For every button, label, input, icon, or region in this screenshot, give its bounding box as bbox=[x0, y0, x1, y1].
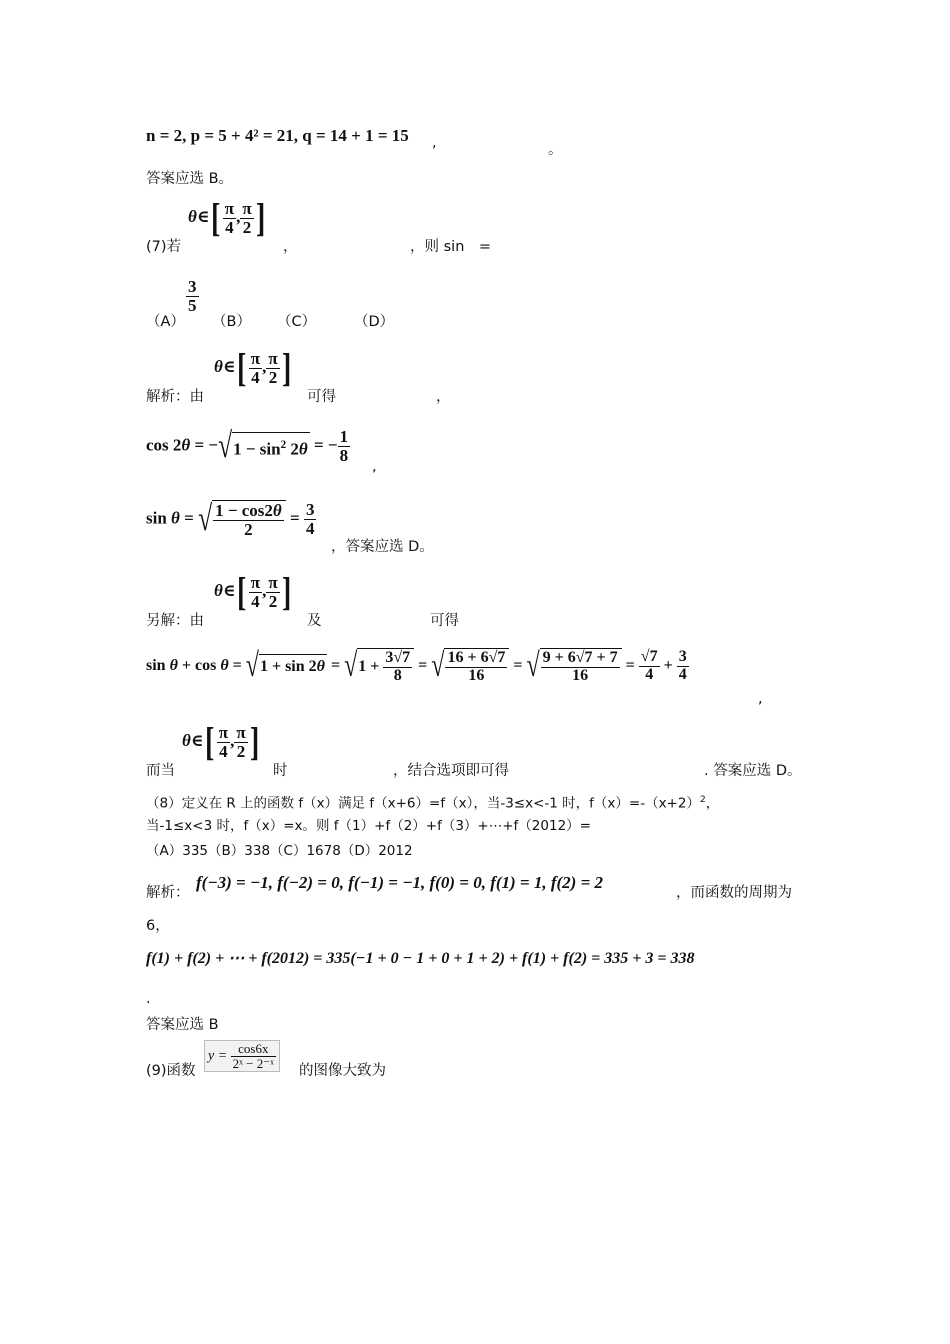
answer-b-1: 答案应选 B。 bbox=[146, 171, 234, 187]
q9-prefix: (9)函数 bbox=[146, 1063, 196, 1079]
q9-suffix: 的图像大致为 bbox=[299, 1063, 386, 1079]
analysis-theta-condition: θ∈[ $\frac{\pi}{4}$ , $\frac{\pi}{2}$ ] bbox=[214, 345, 291, 390]
option-a-den: 5 bbox=[188, 295, 197, 315]
alt-prefix: 另解：由 bbox=[146, 613, 204, 629]
big-sum-text: f(1) + f(2) + ⋯ + f(2012) = 335(−1 + 0 − 1 + 0 + 1 + 2) + f(1) + f(2) = 335 + 3 = 338 bbox=[146, 950, 695, 967]
q8-sup: 2 bbox=[699, 795, 706, 805]
cos-formula: $\cos 2\theta = -√1 - \sin^2 2\theta$ = − $\frac{1}{8}$ bbox=[146, 425, 349, 466]
analysis2-formula-text: f(−3) = −1, f(−2) = 0, f(−1) = −1, f(0) = 0, f(1) = 1, f(2) = 2 bbox=[196, 873, 604, 892]
q8-line2: 当-1≤x<3 时，f（x）=x。则 f（1）+f（2）+f（3）+⋯+f（2012）= bbox=[146, 818, 591, 834]
q8-options: （A）335（B）338（C）1678（D）2012 bbox=[146, 843, 413, 859]
q8-line1 bbox=[146, 791, 719, 813]
option-a-fraction bbox=[186, 278, 199, 315]
when-combine: ，结合选项即可得 bbox=[393, 763, 509, 779]
formula-n-p-q bbox=[146, 125, 409, 147]
q9-formula-den: 2ˣ − 2⁻ˣ bbox=[232, 1055, 274, 1071]
big-sum-dot: . bbox=[146, 991, 151, 1007]
sum-trail: , bbox=[758, 691, 763, 707]
option-d: （D） bbox=[354, 314, 395, 330]
cos-trail: , bbox=[372, 459, 377, 475]
when-answer: . 答案应选 D。 bbox=[704, 763, 802, 779]
analysis2-prefix: 解析： bbox=[146, 885, 190, 901]
q7-middle: ， bbox=[283, 239, 298, 255]
sum-formula: sin θ + cos θ = √1 + sin 2θ = √1 + $\frac{3√7}{8}$ = √ $\frac{16 + 6√7}{16}$ = √ $\frac{9 + 6√7 + 7}{16}$ = $\frac{√7}{4}$ + $\frac{3}{4}$ bbox=[146, 648, 687, 685]
comma: , bbox=[432, 135, 437, 151]
q7-theta-condition: θ∈[ $\frac{\pi}{4}$ , $\frac{\pi}{2}$ ] bbox=[188, 195, 265, 240]
analysis2-suffix: ，而函数的周期为 bbox=[676, 885, 792, 901]
alt-can: 可得 bbox=[430, 613, 459, 629]
q9-formula-num: cos6x bbox=[231, 1042, 276, 1057]
alt-theta-condition: θ∈[ $\frac{\pi}{4}$ , $\frac{\pi}{2}$ ] bbox=[214, 569, 291, 614]
when-theta-condition: θ∈[ $\frac{\pi}{4}$ , $\frac{\pi}{2}$ ] bbox=[182, 719, 259, 764]
q9-formula-y: y = bbox=[208, 1048, 228, 1064]
sin-trail: ，答案应选 D。 bbox=[331, 539, 434, 555]
when-time: 时 bbox=[273, 763, 288, 779]
q8-line1-end: ， bbox=[705, 795, 720, 812]
analysis1-comma: ， bbox=[436, 389, 451, 405]
q7-then: ，则 sin = bbox=[410, 239, 492, 255]
period: 。 bbox=[548, 142, 563, 158]
formula-text: n = 2, p = 5 + 4² = 21, q = 14 + 1 = 15 bbox=[146, 126, 409, 145]
sin-formula: sin θ = √ $\frac{1 - \cos 2\theta}{2}$ = $\frac{3}{4}$ bbox=[146, 498, 315, 539]
analysis1-suffix: 可得 bbox=[307, 389, 336, 405]
when-prefix: 而当 bbox=[146, 763, 175, 779]
option-a-label: （A） bbox=[146, 314, 185, 330]
option-b: （B） bbox=[212, 314, 251, 330]
answer-b-2: 答案应选 B bbox=[146, 1017, 219, 1033]
q8-line1-text: （8）定义在 R 上的函数 f（x）满足 f（x+6）=f（x），当-3≤x<-1 时，f（x）=-（x+2） bbox=[146, 795, 700, 812]
q9-formula-image bbox=[204, 1040, 280, 1072]
q7-prefix: (7)若 bbox=[146, 239, 182, 255]
big-sum-formula bbox=[146, 948, 695, 970]
analysis2-cont: 6， bbox=[146, 918, 170, 934]
analysis2-formula bbox=[196, 872, 603, 894]
analysis1-prefix: 解析：由 bbox=[146, 389, 204, 405]
option-c: （C） bbox=[277, 314, 317, 330]
alt-and: 及 bbox=[307, 613, 322, 629]
option-a-num: 3 bbox=[188, 277, 197, 296]
